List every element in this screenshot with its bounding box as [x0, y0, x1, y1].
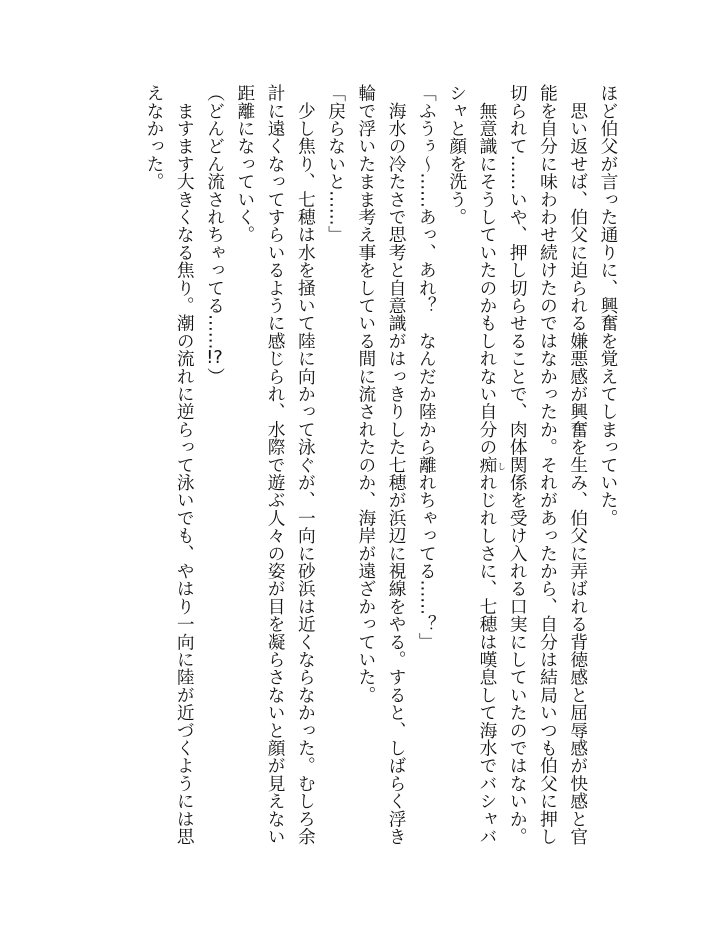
ruby-base: 痴 [476, 455, 497, 474]
text-column: 輪で浮いたまま考え事をしている間に流されたのか、海岸が遠ざかっていた。 [355, 84, 376, 704]
text-column: ますます大きくなる焦り。潮の流れに逆らって泳いでも、やはり一向に陸が近づくようには思 [174, 84, 195, 846]
ruby-annotation: し [495, 462, 506, 471]
text-column: 思い返せば、伯父に迫られる嫌悪感が興奮を生み、伯父に弄ばれる背徳感と屈辱感が快感と官 [567, 84, 588, 846]
text-column: 切られて……いや、押し切らせることで、肉体関係を受け入れる口実にしていたのではないか。 [507, 84, 528, 846]
text-column: 海水の冷たさで思考と自意識がはっきりした七穂が浜辺に視線をやる。すると、しばらく浮き [386, 84, 407, 846]
text-column: えなかった。 [144, 84, 165, 191]
text-column: シャと顔を洗う。 [446, 84, 467, 226]
text-segment: 無意識にそうしていたのかもしれない自分の [476, 84, 497, 456]
text-column: ほど伯父が言った通りに、興奮を覚えてしまっていた。 [598, 84, 618, 527]
text-column [472, 84, 506, 854]
text-column: 距離になっていく。 [234, 84, 255, 244]
text-segment: （どんどん流されちゃってる…… [204, 84, 225, 350]
text-column: 少し焦り、七穂は水を掻いて陸に向かって泳ぐが、一向に砂浜は近くならなかった。むしろ余 [295, 84, 316, 846]
text-segment: ） [204, 367, 225, 385]
text-column [199, 84, 229, 854]
text-column: 計に遠くなってすらいるように感じられ、水際で遊ぶ人々の姿が目を凝らさないと顔が見えない [265, 84, 286, 846]
text-segment: れじれしさに、七穂は嘆息して海水でバシャバ [476, 473, 497, 846]
text-column: 「戻らないと……」 [325, 84, 346, 244]
text-column: 「ふうぅ～……あっ、あれ？ なんだか陸から離れちゃってる……？」 [416, 84, 437, 651]
text-column: 能を自分に味わわせ続けたのではなかったか。それがあったから、自分は結局いつも伯父に押し [537, 84, 558, 846]
tate-chu-yoko-punctuation: !? [206, 349, 223, 368]
vertical-text-body [139, 84, 623, 854]
